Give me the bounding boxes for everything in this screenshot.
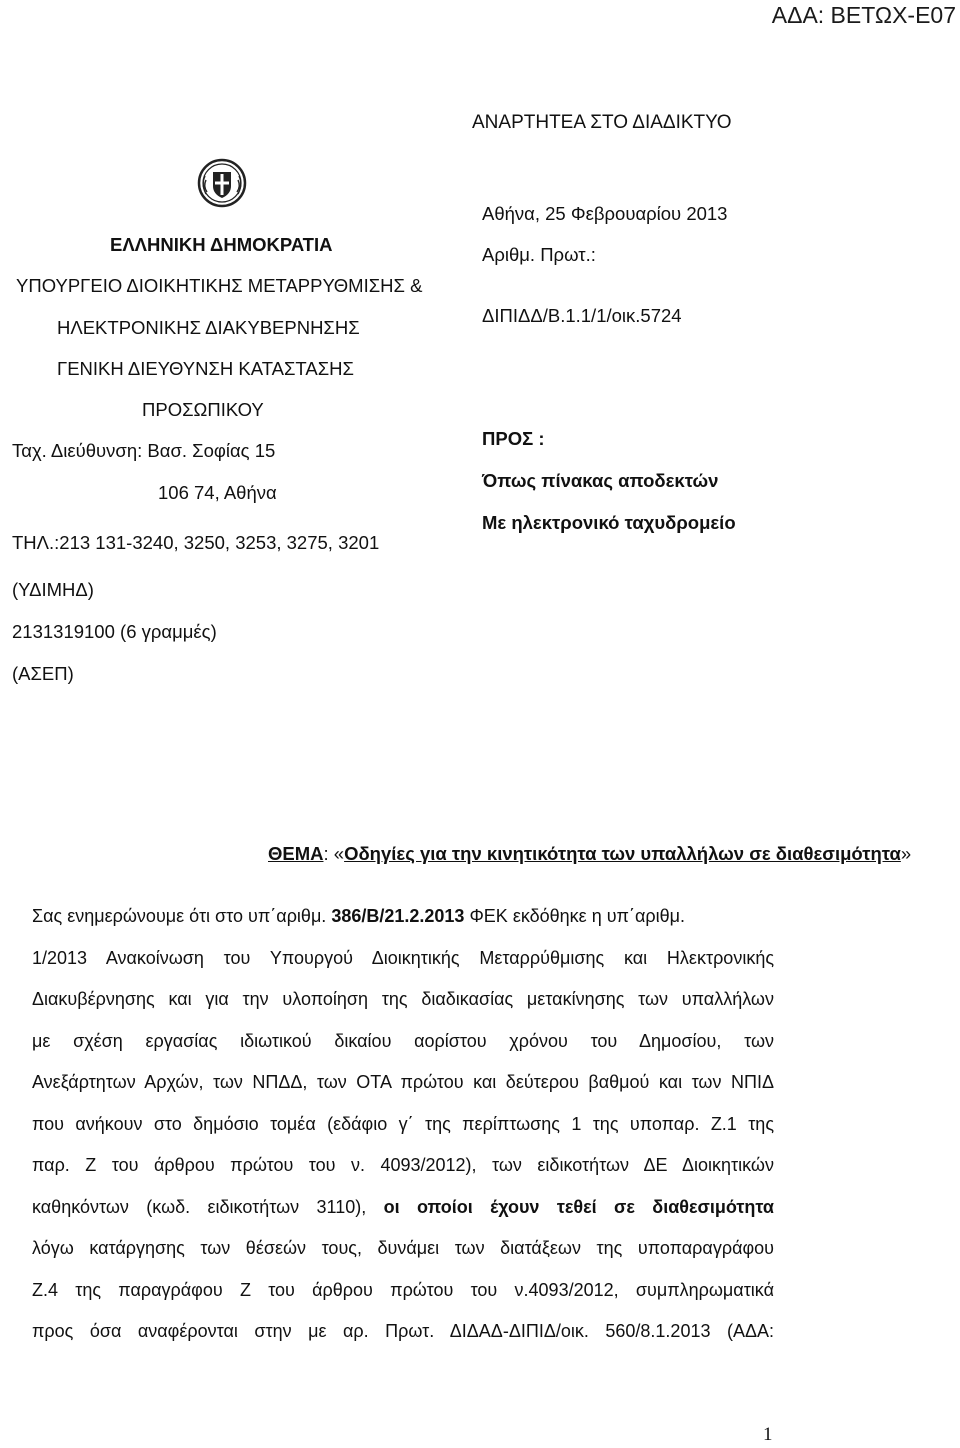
protocol-number: ΔΙΠΙΔΔ/Β.1.1/1/οικ.5724 [482,305,682,326]
sender-ministry-line1: ΥΠΟΥΡΓΕΙΟ ΔΙΟΙΚΗΤΙΚΗΣ ΜΕΤΑΡΡΥΘΜΙΣΗΣ & [16,275,423,296]
sender-directorate-line1: ΓΕΝΙΚΗ ΔΙΕΥΘΥΝΣΗ ΚΑΤΑΣΤΑΣΗΣ [57,358,354,379]
sender-ministry-line2: ΗΛΕΚΤΡΟΝΙΚΗΣ ΔΙΑΚΥΒΕΡΝΗΣΗΣ [57,317,360,338]
sender-address-street: Ταχ. Διεύθυνση: Βασ. Σοφίας 15 [12,440,276,461]
ada-code: ΑΔΑ: ΒΕΤΩΧ-Ε07 [771,2,956,28]
body-line-7: παρ. Ζ του άρθρου πρώτου του ν. 4093/2012), των ειδικοτήτων ΔΕ Διοικητικών [32,1155,774,1175]
recipient-line1: Όπως πίνακας αποδεκτών [482,470,719,491]
page-number: 1 [763,1424,773,1445]
sender-ydimid: (ΥΔΙΜΗΔ) [12,579,94,600]
body-line-10: Ζ.4 της παραγράφου Ζ του άρθρου πρώτου του ν.4093/2012, συμπληρωματικά [32,1279,774,1300]
body-fek-reference: 386/Β/21.2.2013 [331,906,465,926]
protocol-label: Αριθμ. Πρωτ.: [482,244,596,265]
body-line-8a: καθηκόντων (κωδ. ειδικοτήτων 3110), [32,1196,384,1217]
subject-label: ΘΕΜΑ [268,843,324,864]
recipient-label: ΠΡΟΣ : [482,428,545,449]
body-line-9: λόγω κατάργησης των θέσεών τους, δυνάμει των διατάξεων της υποπαραγράφου [32,1238,774,1258]
sender-directorate-line2: ΠΡΟΣΩΠΙΚΟΥ [142,399,264,420]
body-line-1 [32,896,774,938]
body-line-3: Διακυβέρνησης και για την υλοποίηση της διαδικασίας μετακίνησης των υπαλλήλων [32,989,774,1009]
body-line-6: που ανήκουν στο δημόσιο τομέα (εδάφιο γ΄ της περίπτωσης 1 της υποπαρ. Ζ.1 της [32,1113,774,1134]
subject-open-quote: : « [323,843,345,864]
body-line-8 [32,1187,774,1229]
subject-close-quote: » [900,843,912,864]
hellenic-republic-emblem-icon [197,158,247,208]
letter-body [32,896,774,1353]
body-line-11: προς όσα αναφέρονται στην με αρ. Πρωτ. ΔΙΔΑΔ-ΔΙΠΙΔ/οικ. 560/8.1.2013 (ΑΔΑ: [32,1321,774,1341]
sender-address-city: 106 74, Αθήνα [158,482,277,503]
body-line-2: 1/2013 Ανακοίνωση του Υπουργού Διοικητικής Μεταρρύθμισης και Ηλεκτρονικής [32,947,774,968]
recipient-line2: Με ηλεκτρονικό ταχυδρομείο [482,512,736,533]
sender-phone-asep: 2131319100 (6 γραμμές) [12,621,217,642]
subject-title: Οδηγίες για την κινητικότητα των υπαλλήλων σε διαθεσιμότητα [344,843,901,864]
sender-phones: ΤΗΛ.:213 131-3240, 3250, 3253, 3275, 3201 [12,532,380,553]
body-line-4: με σχέση εργασίας ιδιωτικού δικαίου αορίστου χρόνου του Δημοσίου, των [32,1030,774,1051]
body-availability-emphasis: οι οποίοι έχουν τεθεί σε διαθεσιμότητα [383,1196,774,1217]
body-line-1c: ΦΕΚ εκδόθηκε η υπ΄αριθμ. [464,906,685,926]
body-line-5: Ανεξάρτητων Αρχών, των ΝΠΔΔ, των ΟΤΑ πρώτου και δεύτερου βαθμού και των ΝΠΙΔ [32,1072,774,1092]
posted-online-notice: ΑΝΑΡΤΗΤΕΑ ΣΤΟ ΔΙΑΔΙΚΤΥΟ [472,112,732,133]
body-line-1a: Σας ενημερώνουμε ότι στο υπ΄αριθμ. [32,906,332,926]
subject-line [268,843,911,865]
sender-country: ΕΛΛΗΝΙΚΗ ΔΗΜΟΚΡΑΤΙΑ [110,234,333,255]
document-date: Αθήνα, 25 Φεβρουαρίου 2013 [482,203,728,224]
sender-asep: (ΑΣΕΠ) [12,663,74,684]
